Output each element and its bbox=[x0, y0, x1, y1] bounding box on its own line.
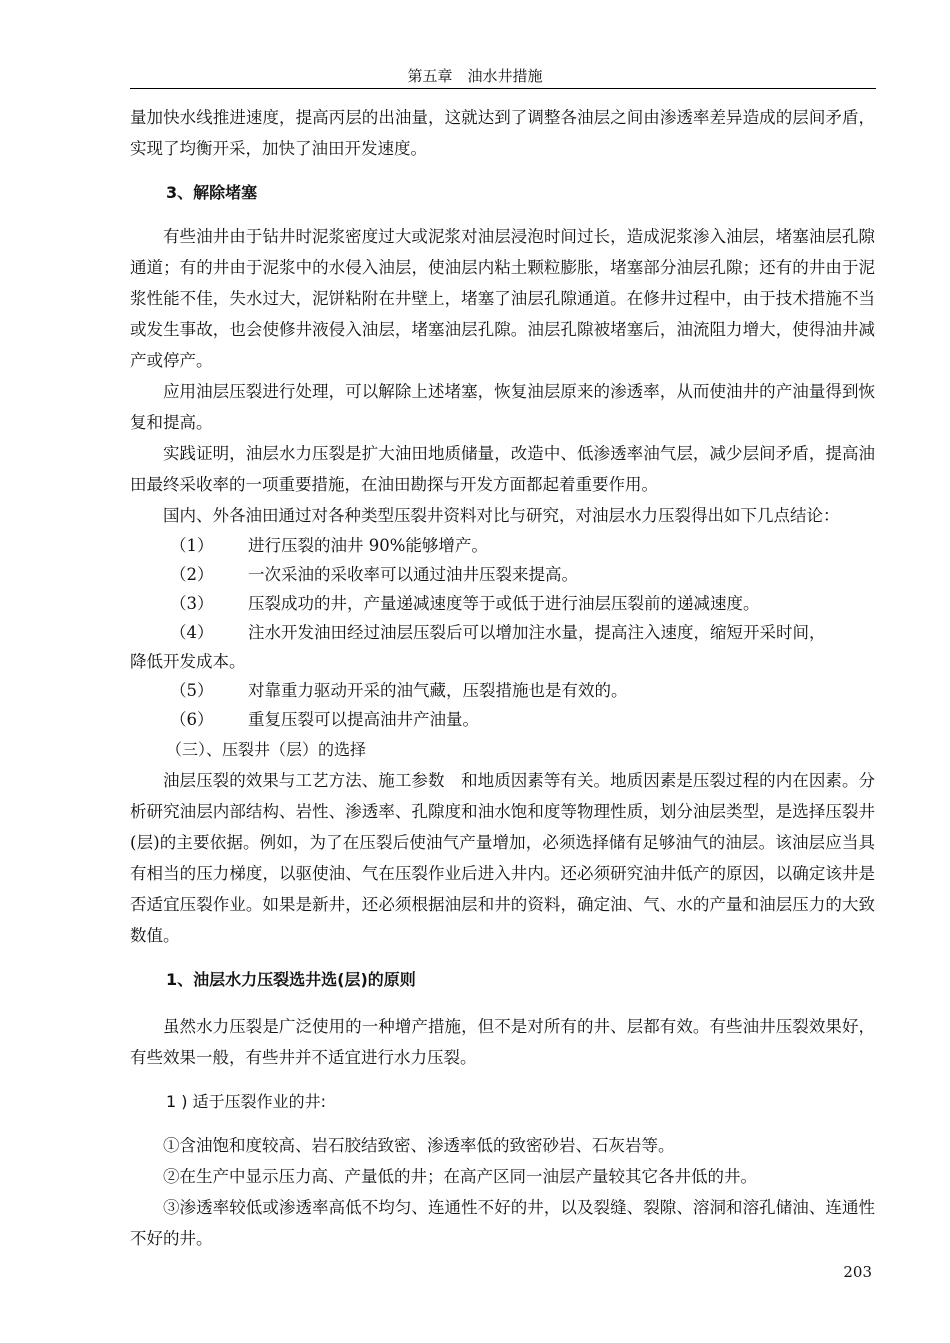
list-item-text: 压裂成功的井，产量递减速度等于或低于进行油层压裂前的递减速度。 bbox=[248, 594, 760, 613]
conclusion-list bbox=[130, 531, 875, 734]
list-item-number: （3） bbox=[170, 594, 214, 613]
list-item-number: （6） bbox=[170, 710, 214, 729]
list-item-text: 注水开发油田经过油层压裂后可以增加注水量，提高注入速度，缩短开采时间， bbox=[248, 623, 826, 642]
list-item-number: （5） bbox=[170, 681, 214, 700]
criteria-item: ②在生产中显示压力高、产量低的井；在高产区同一油层产量较其它各井低的井。 bbox=[163, 1167, 757, 1186]
subheading-suitable-wells: 1 ) 适于压裂作业的井: bbox=[166, 1092, 326, 1111]
page-number: 203 bbox=[843, 1263, 872, 1281]
running-header: 第五章 油水井措施 bbox=[407, 67, 543, 85]
list-item bbox=[130, 560, 875, 589]
paragraph-continuation: 量加快水线推进速度，提高丙层的出油量，这就达到了调整各油层之间由渗透率差异造成的层间矛盾，实现了均衡开采，加快了油田开发速度。 bbox=[130, 108, 875, 158]
list-item-continuation: 降低开发成本。 bbox=[130, 652, 246, 671]
list-item bbox=[130, 589, 875, 618]
list-item-text: 重复压裂可以提高油井产油量。 bbox=[248, 710, 479, 729]
section-heading-unblocking: 3、解除堵塞 bbox=[166, 183, 258, 202]
criteria-item: ③渗透率较低或渗透率高低不均匀、连通性不好的井，以及裂缝、裂隙、溶洞和溶孔储油、连通性不好的井。 bbox=[130, 1198, 875, 1248]
list-item bbox=[130, 531, 875, 560]
list-item bbox=[130, 618, 875, 647]
criteria-item: ①含油饱和度较高、岩石胶结致密、渗透率低的致密砂岩、石灰岩等。 bbox=[163, 1136, 675, 1155]
section-heading-selection-principles: 1、油层水力压裂选井选(层)的原则 bbox=[166, 970, 416, 989]
list-item bbox=[130, 705, 875, 734]
paragraph-conclusions-intro: 国内、外各油田通过对各种类型压裂井资料对比与研究，对油层水力压裂得出如下几点结论： bbox=[163, 506, 840, 525]
list-item-text: 一次采油的采收率可以通过油井压裂来提高。 bbox=[248, 565, 578, 584]
paragraph-practice-proof: 实践证明，油层水力压裂是扩大油田地质储量，改造中、低渗透率油气层，减少层间矛盾，提高油田最终采收率的一项重要措施，在油田勘探与开发方面都起着重要作用。 bbox=[130, 444, 875, 494]
section-heading-well-selection: （三）、压裂井（层）的选择 bbox=[166, 740, 367, 759]
list-item-number: （2） bbox=[170, 565, 214, 584]
paragraph-not-all-effective: 虽然水力压裂是广泛使用的一种增产措施，但不是对所有的井、层都有效。有些油井压裂效果好，有些效果一般，有些井并不适宜进行水力压裂。 bbox=[130, 1017, 875, 1067]
paragraph-geological-factors: 油层压裂的效果与工艺方法、施工参数 和地质因素等有关。地质因素是压裂过程的内在因素。分析研究油层内部结构、岩性、渗透率、孔隙度和油水饱和度等物理性质，划分油层类型，是选择压裂井(层)的主要依据。例如，为了在压裂后使油气产量增加，必须选择储有足够油气的油层。该油层应当具有相当的压力梯度，以驱使油、气在压裂作业后进入井内。还必须研究油井低产的原因，以确定该井是否适宜压裂作业。如果是新井，还必须根据油层和井的资料，确定油、气、水的产量和油层压力的大致数值。 bbox=[130, 771, 875, 945]
list-item-text: 对靠重力驱动开采的油气藏，压裂措施也是有效的。 bbox=[248, 681, 628, 700]
list-item-text: 进行压裂的油井 90%能够增产。 bbox=[248, 536, 488, 555]
header-divider bbox=[130, 88, 876, 89]
paragraph-fracturing-remedy: 应用油层压裂进行处理，可以解除上述堵塞，恢复油层原来的渗透率，从而使油井的产油量得到恢复和提高。 bbox=[130, 382, 875, 432]
list-item bbox=[130, 676, 875, 705]
list-item-number: （1） bbox=[170, 536, 214, 555]
page-body bbox=[130, 102, 875, 1254]
paragraph-blockage-causes: 有些油井由于钻井时泥浆密度过大或泥浆对油层浸泡时间过长，造成泥浆渗入油层，堵塞油层孔隙通道；有的井由于泥浆中的水侵入油层，使油层内粘土颗粒膨胀，堵塞部分油层孔隙；还有的井由于泥浆性能不佳，失水过大，泥饼粘附在井壁上，堵塞了油层孔隙通道。在修井过程中，由于技术措施不当或发生事故，也会使修井液侵入油层，堵塞油层孔隙。油层孔隙被堵塞后，油流阻力增大，使得油井减产或停产。 bbox=[130, 227, 875, 370]
list-item-number: （4） bbox=[170, 623, 214, 642]
